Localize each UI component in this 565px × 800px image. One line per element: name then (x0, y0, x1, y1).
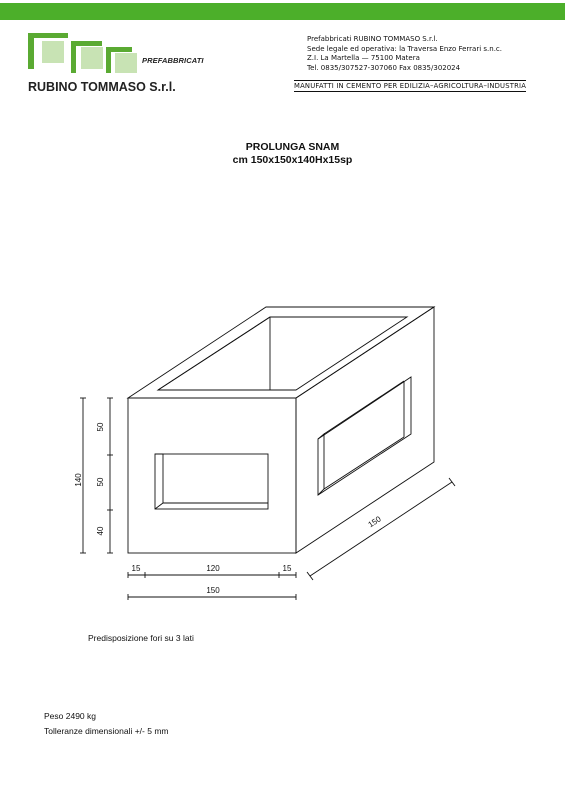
height-segment-label: 50 (96, 422, 105, 432)
depth-dimension-line (310, 482, 452, 576)
brand-name: RUBINO TOMMASO S.r.l. (28, 80, 176, 94)
bottom-total-label: 150 (206, 586, 220, 595)
contact-line: Z.I. La Martella — 75100 Matera (307, 54, 420, 62)
front-window (155, 454, 268, 509)
holes-note: Predisposizione fori su 3 lati (88, 633, 194, 643)
height-segment-label: 40 (96, 526, 105, 536)
bottom-segment-label: 120 (206, 564, 220, 573)
company-tagline: MANUFATTI IN CEMENTO PER EDILIZIA–AGRICOLTURA–INDUSTRIA (294, 82, 527, 90)
side-window (318, 377, 411, 495)
height-total-label: 140 (74, 473, 83, 487)
product-title: PROLUNGA SNAM (245, 141, 340, 153)
brand-subtitle: PREFABBRICATI (142, 56, 204, 65)
product-subtitle: cm 150x150x140Hx15sp (232, 154, 353, 166)
contact-line: Prefabbricati RUBINO TOMMASO S.r.l. (307, 35, 438, 43)
weight-note: Peso 2490 kg (44, 711, 96, 721)
height-segment-label: 50 (96, 477, 105, 487)
contact-line: Tel. 0835/307527-307060 Fax 0835/302024 (307, 63, 461, 72)
box-front-face (128, 398, 296, 553)
bottom-segment-label: 15 (282, 564, 292, 573)
contact-line: Sede legale ed operativa: la Traversa Enzo Ferrari s.n.c. (307, 44, 502, 53)
tolerance-note: Tolleranze dimensionali +/- 5 mm (44, 726, 169, 736)
box-side-face (296, 307, 434, 553)
box-top-face (128, 307, 434, 398)
depth-label: 150 (366, 514, 383, 530)
bottom-segment-label: 15 (131, 564, 141, 573)
